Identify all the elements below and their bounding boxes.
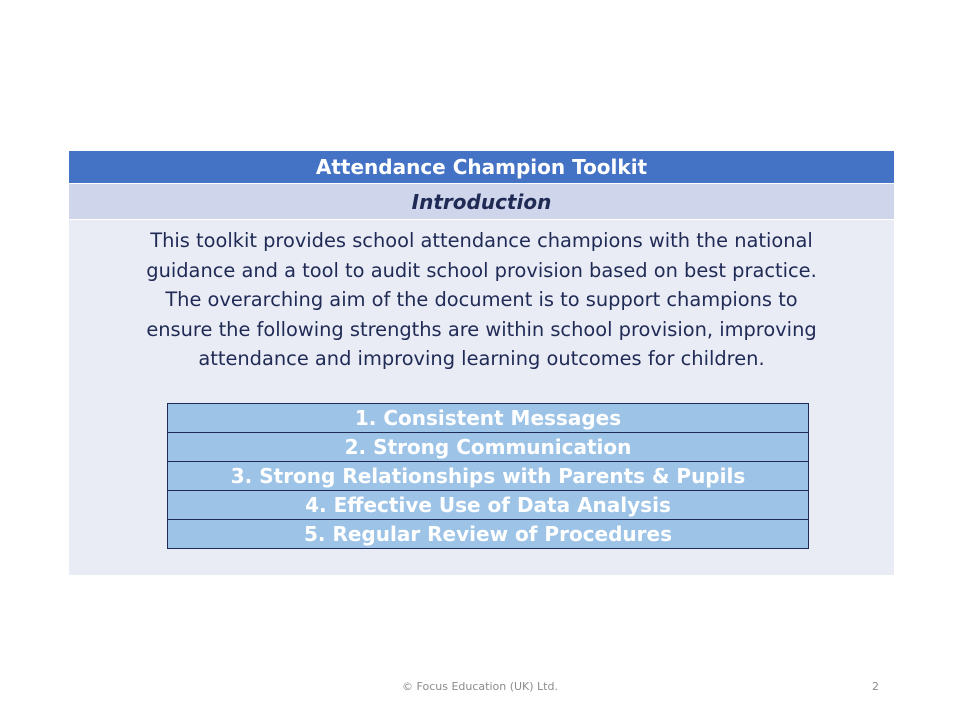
strength-item: 4. Effective Use of Data Analysis	[168, 491, 809, 520]
strength-row	[168, 520, 809, 549]
strength-row	[168, 404, 809, 433]
page-number: 2	[872, 680, 879, 693]
strength-item: 5. Regular Review of Procedures	[168, 520, 809, 549]
strength-row	[168, 433, 809, 462]
strength-item: 3. Strong Relationships with Parents & Pupils	[168, 462, 809, 491]
toolkit-panel	[69, 151, 894, 575]
section-subtitle: Introduction	[69, 184, 894, 220]
intro-paragraph: This toolkit provides school attendance champions with the national guidance and a tool to audit school provision based on best practice. The overarching aim of the document is to support champions to ensure the following strengths are within school provision, improving attendance and improving learning outcomes for children.	[146, 229, 817, 370]
footer-copyright: © Focus Education (UK) Ltd.	[402, 680, 558, 693]
toolkit-title: Attendance Champion Toolkit	[69, 151, 894, 184]
strength-item: 1. Consistent Messages	[168, 404, 809, 433]
strength-row	[168, 491, 809, 520]
strength-row	[168, 462, 809, 491]
strengths-table	[167, 403, 809, 549]
strength-item: 2. Strong Communication	[168, 433, 809, 462]
